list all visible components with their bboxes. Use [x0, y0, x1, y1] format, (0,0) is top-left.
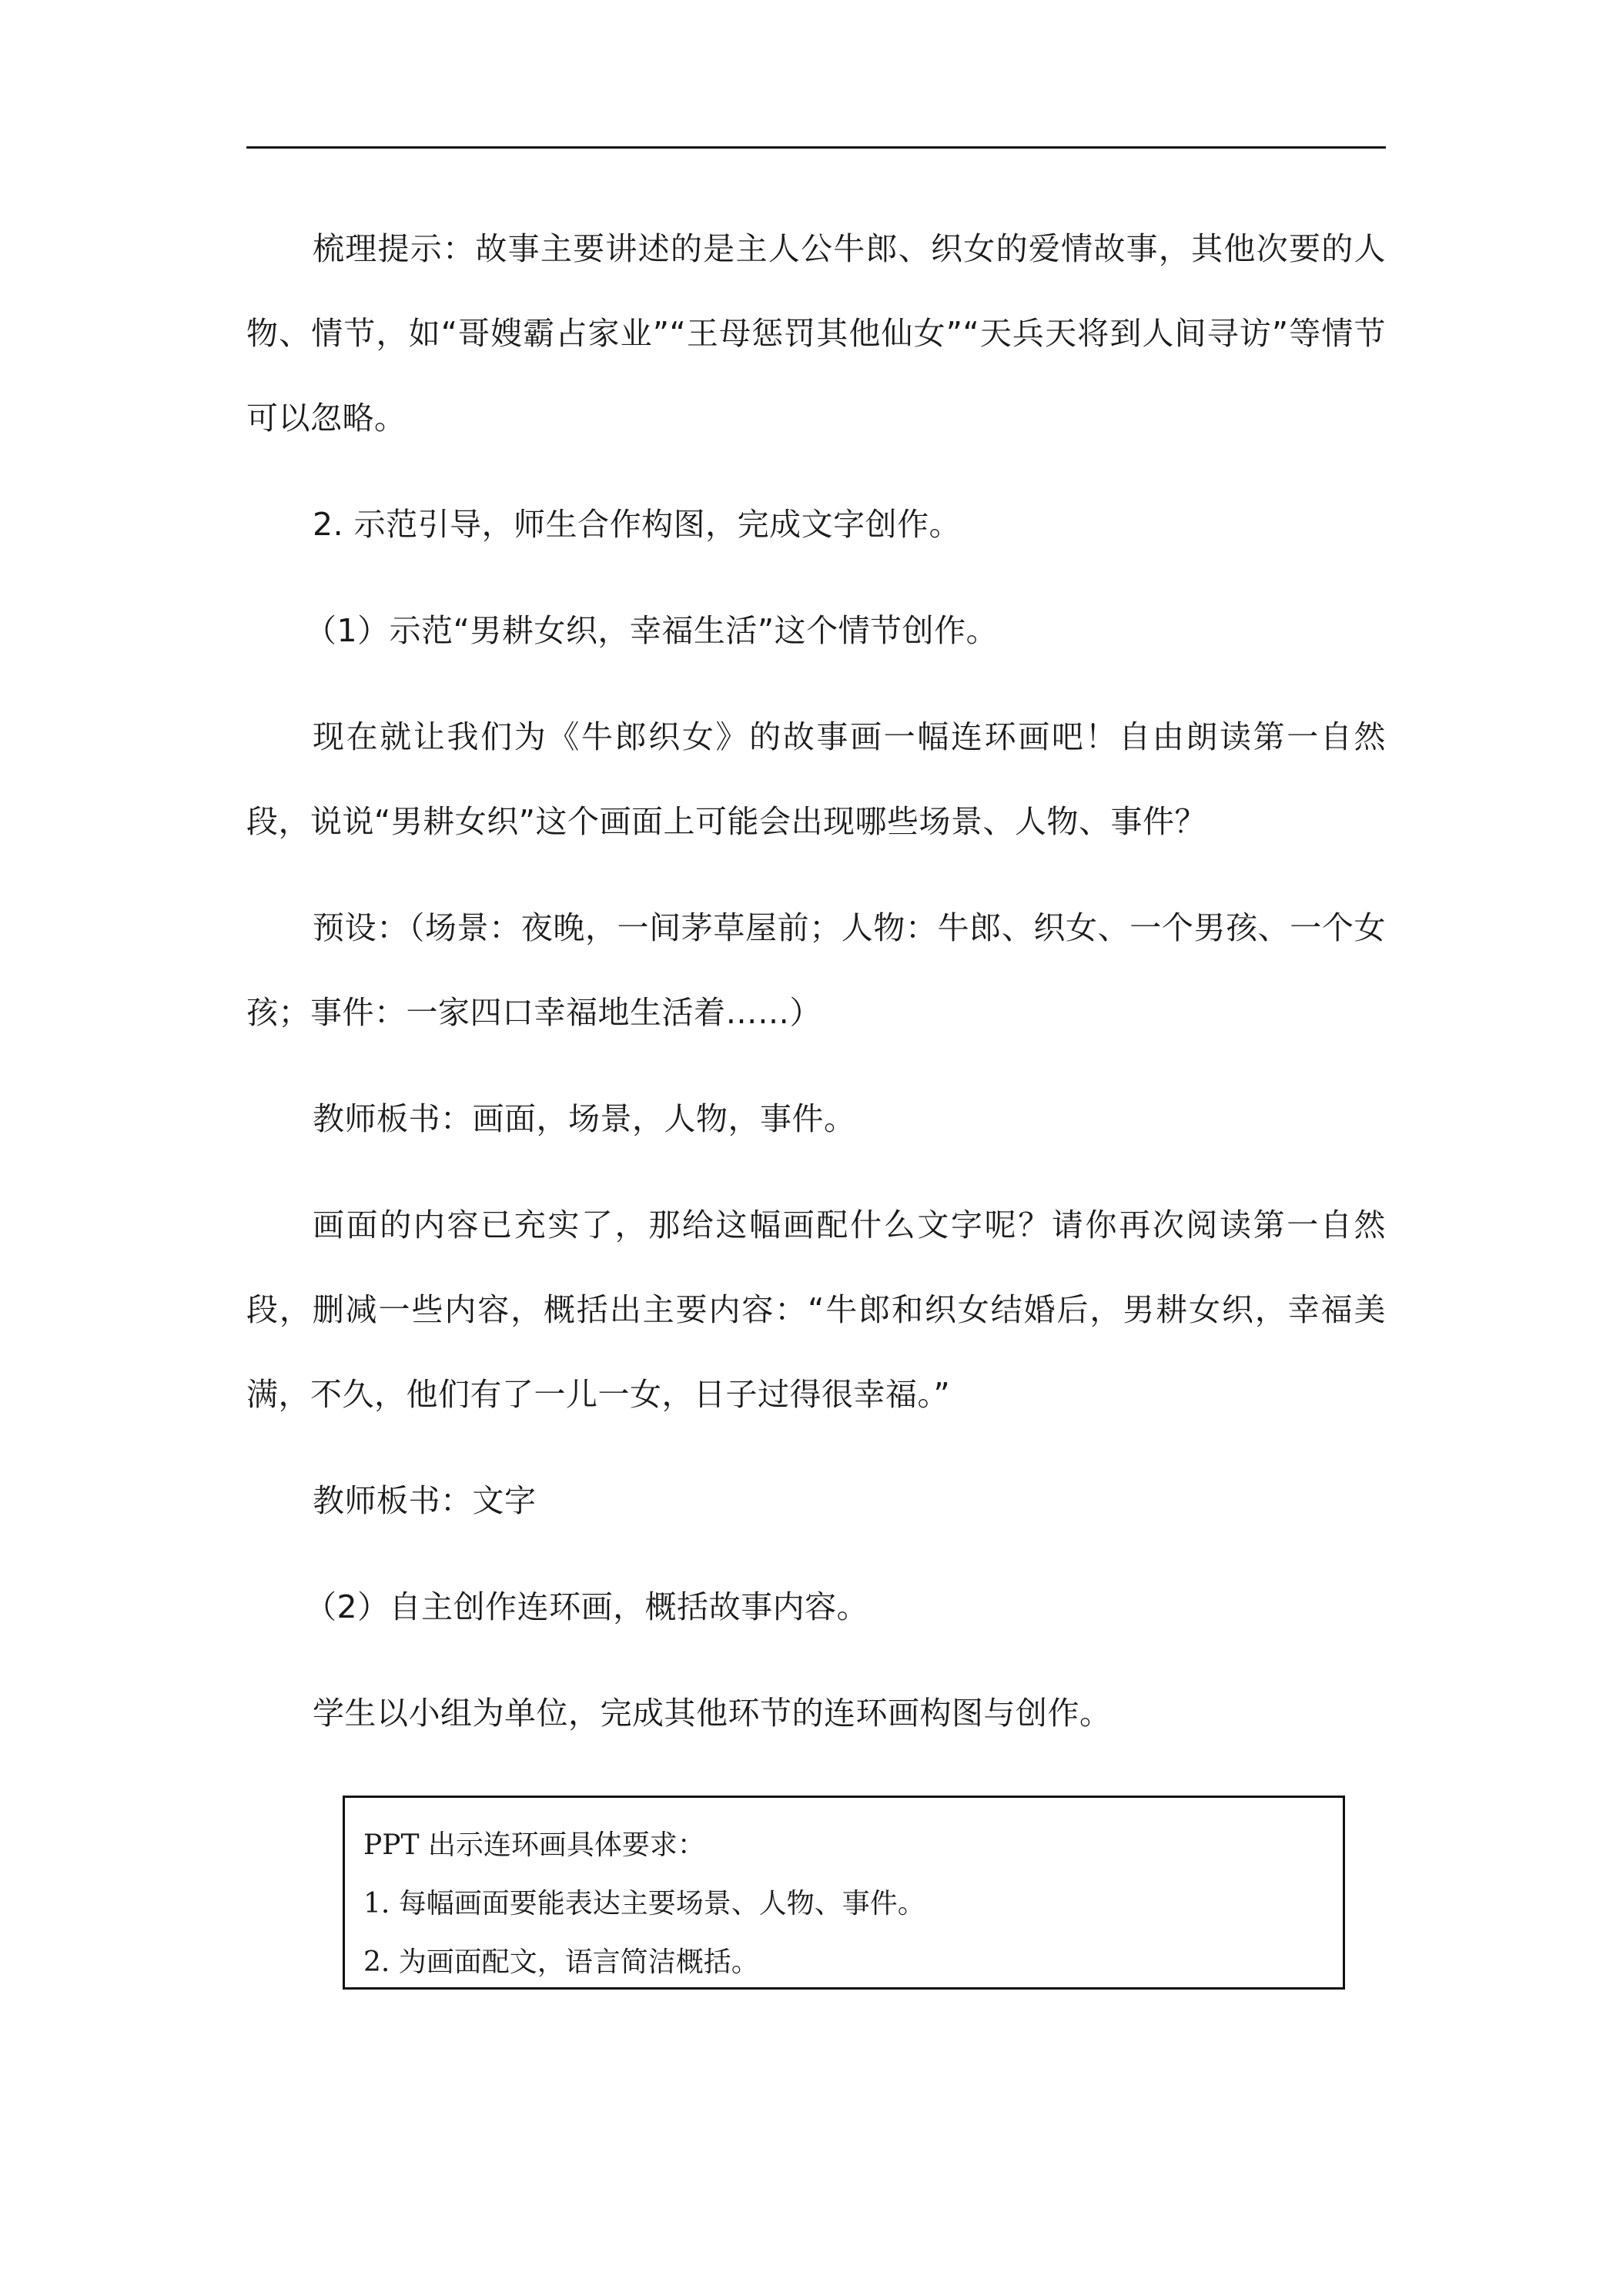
paragraph-substep-2: （2）自主创作连环画，概括故事内容。 — [305, 1588, 869, 1625]
paragraph-preset: 预设：（场景：夜晚，一间茅草屋前；人物：牛郎、织女、一个男孩、一个女孩；事件：一家四口幸福地生活着……） — [246, 909, 1386, 1031]
paragraph-intro: 现在就让我们为《牛郎织女》的故事画一幅连环画吧！自由朗读第一自然段，说说“男耕女织”这个画面上可能会出现哪些场景、人物、事件？ — [246, 718, 1386, 840]
paragraph-substep-1: （1）示范“男耕女织，幸福生活”这个情节创作。 — [305, 612, 999, 649]
paragraph-board-1: 教师板书：画面，场景，人物，事件。 — [313, 1100, 856, 1137]
header-rule — [246, 146, 1386, 149]
paragraph-step-2: 2. 示范引导，师生合作构图，完成文字创作。 — [313, 506, 962, 543]
paragraph-hint: 梳理提示：故事主要讲述的是主人公牛郎、织女的爱情故事，其他次要的人物、情节，如“哥嫂霸占家业”“王母惩罚其他仙女”“天兵天将到人间寻访”等情节可以忽略。 — [246, 230, 1386, 437]
ppt-requirements-box — [343, 1796, 1345, 1990]
ppt-box-title: PPT 出示连环画具体要求： — [363, 1829, 705, 1861]
document-body — [246, 206, 1386, 1777]
paragraph-group-work: 学生以小组为单位，完成其他环节的连环画构图与创作。 — [313, 1695, 1112, 1732]
paragraph-board-2: 教师板书：文字 — [313, 1482, 537, 1519]
ppt-box-item: 2. 为画面配文，语言简洁概括。 — [363, 1946, 759, 1978]
ppt-box-item: 1. 每幅画面要能表达主要场景、人物、事件。 — [363, 1888, 925, 1919]
paragraph-summary: 画面的内容已充实了，那给这幅画配什么文字呢？请你再次阅读第一自然段，删减一些内容，概括出主要内容：“牛郎和织女结婚后，男耕女织，幸福美满，不久，他们有了一儿一女，日子过得很幸福。” — [246, 1207, 1386, 1413]
